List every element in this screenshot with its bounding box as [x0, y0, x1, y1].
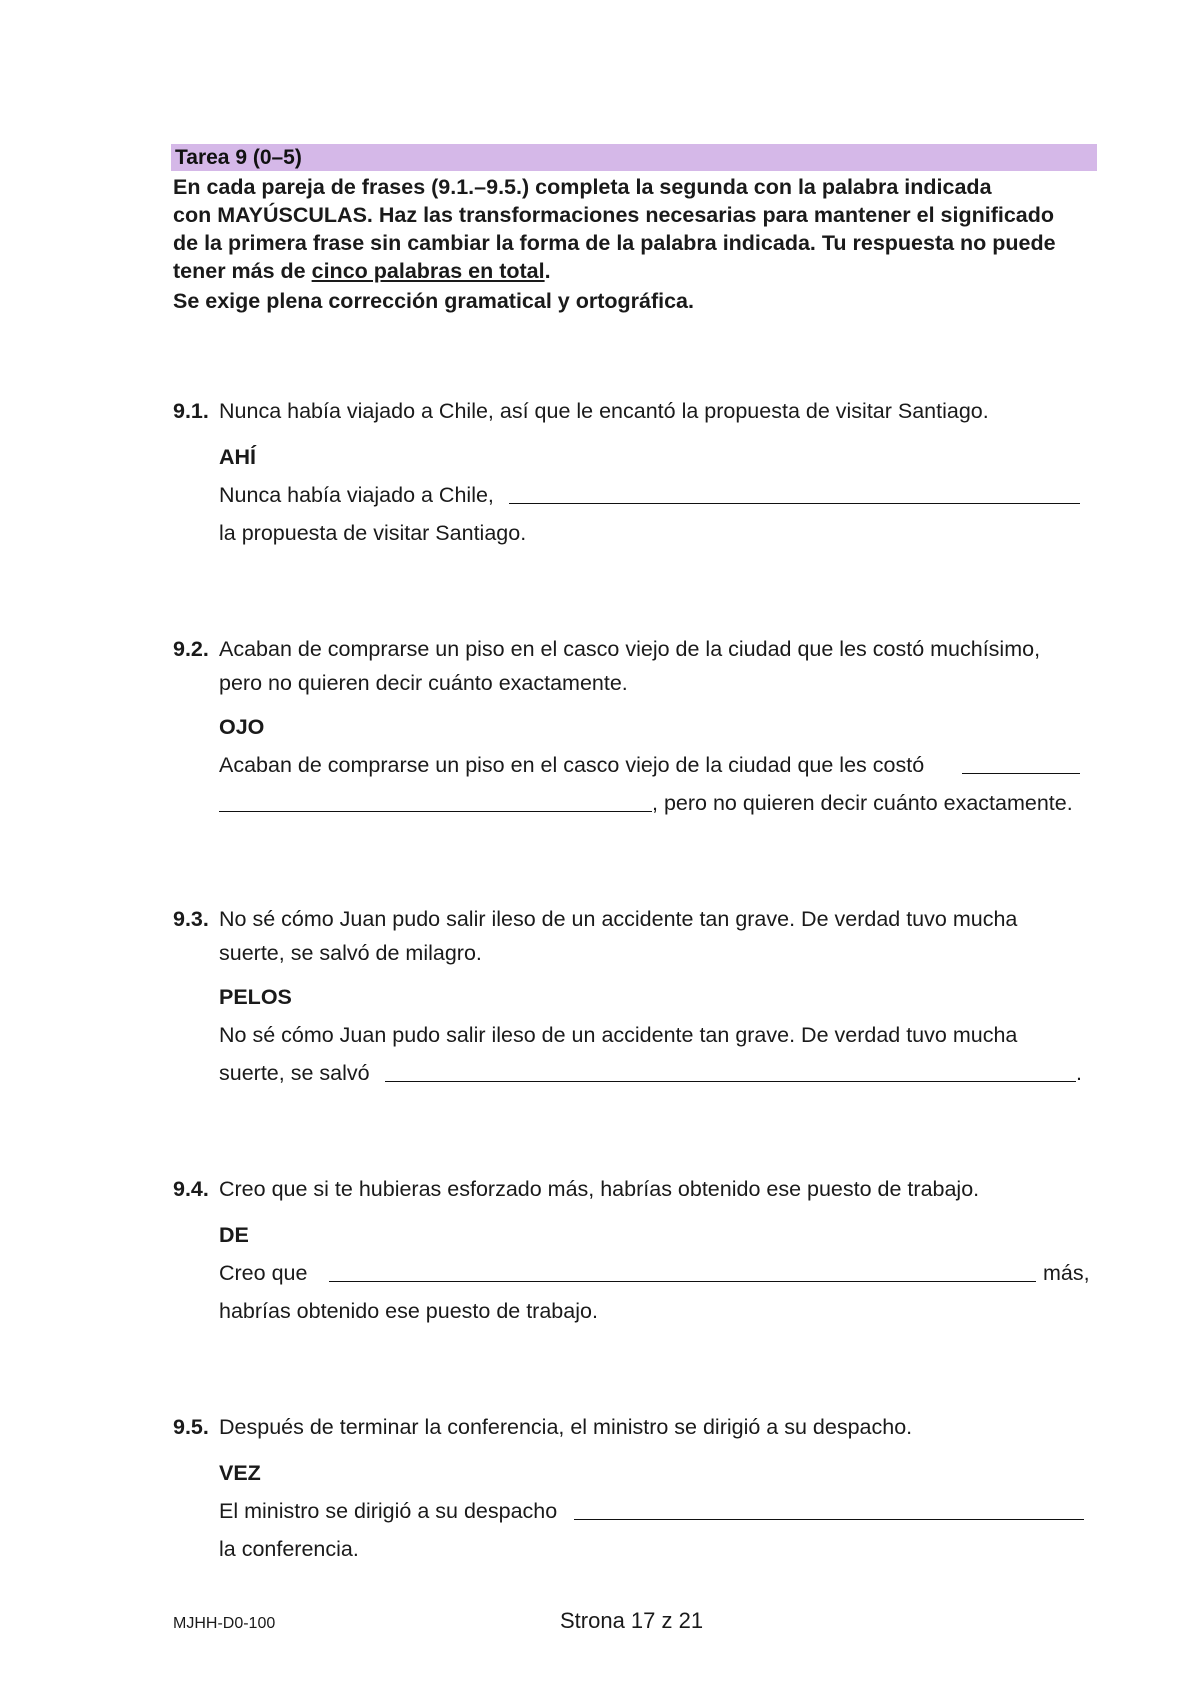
item-original: No sé cómo Juan pudo salir ileso de un accidente tan grave. De verdad tuvo mucha: [219, 907, 1018, 931]
item-number: 9.3.: [173, 907, 209, 931]
item-rewrite: suerte, se salvó: [219, 1061, 370, 1085]
exam-code: MJHH-D0-100: [173, 1615, 276, 1632]
item-keyword: DE: [219, 1223, 249, 1247]
page-number: Strona 17 z 21: [560, 1608, 704, 1633]
item-keyword: PELOS: [219, 985, 292, 1009]
item-rewrite: Nunca había viajado a Chile,: [219, 483, 494, 507]
item-original: pero no quieren decir cuánto exactamente.: [219, 671, 628, 695]
instruction-underlined: cinco palabras en total: [311, 259, 545, 283]
answer-blank[interactable]: [385, 1081, 1076, 1082]
answer-blank[interactable]: [574, 1519, 1084, 1520]
item-rewrite: la conferencia.: [219, 1537, 359, 1561]
instruction-text: tener más de: [173, 259, 312, 283]
item-rewrite: El ministro se dirigió a su despacho: [219, 1499, 558, 1523]
item-original: suerte, se salvó de milagro.: [219, 941, 482, 965]
item-number: 9.2.: [173, 637, 209, 661]
item-keyword: OJO: [219, 715, 265, 739]
item-original: Después de terminar la conferencia, el ministro se dirigió a su despacho.: [219, 1415, 913, 1439]
item-keyword: AHÍ: [219, 445, 257, 469]
item-keyword: VEZ: [219, 1461, 261, 1485]
answer-blank[interactable]: [329, 1281, 1036, 1282]
item-rewrite: la propuesta de visitar Santiago.: [219, 521, 527, 545]
answer-blank[interactable]: [962, 773, 1080, 774]
item-rewrite: Creo que: [219, 1261, 308, 1285]
item-rewrite: Acaban de comprarse un piso en el casco viejo de la ciudad que les costó: [219, 753, 925, 777]
item-number: 9.5.: [173, 1415, 209, 1439]
item-rewrite: No sé cómo Juan pudo salir ileso de un accidente tan grave. De verdad tuvo mucha: [219, 1023, 1018, 1047]
answer-blank[interactable]: [509, 503, 1080, 504]
instruction-line: En cada pareja de frases (9.1.–9.5.) completa la segunda con la palabra indicada: [173, 175, 992, 199]
instruction-text: .: [544, 259, 551, 283]
task-title: Tarea 9 (0–5): [175, 146, 302, 169]
instruction-line: de la primera frase sin cambiar la forma de la palabra indicada. Tu respuesta no puede: [173, 231, 1056, 255]
item-original: Creo que si te hubieras esforzado más, habrías obtenido ese puesto de trabajo.: [219, 1177, 980, 1201]
item-number: 9.4.: [173, 1177, 209, 1201]
item-original: Nunca había viajado a Chile, así que le encantó la propuesta de visitar Santiago.: [219, 399, 989, 423]
item-number: 9.1.: [173, 399, 209, 423]
instruction-line: Se exige plena corrección gramatical y ortográfica.: [173, 289, 694, 313]
item-rewrite-end: .: [1076, 1061, 1082, 1085]
instruction-line: [173, 257, 1103, 285]
item-rewrite: , pero no quieren decir cuánto exactamente.: [652, 791, 1073, 815]
item-original: Acaban de comprarse un piso en el casco viejo de la ciudad que les costó muchísimo,: [219, 637, 1041, 661]
instruction-line: con MAYÚSCULAS. Haz las transformaciones necesarias para mantener el significado: [173, 203, 1055, 227]
item-rewrite: habrías obtenido ese puesto de trabajo.: [219, 1299, 598, 1323]
answer-blank[interactable]: [219, 811, 652, 812]
task-header-bar: [171, 144, 1097, 171]
item-rewrite-end: más,: [1043, 1261, 1090, 1285]
